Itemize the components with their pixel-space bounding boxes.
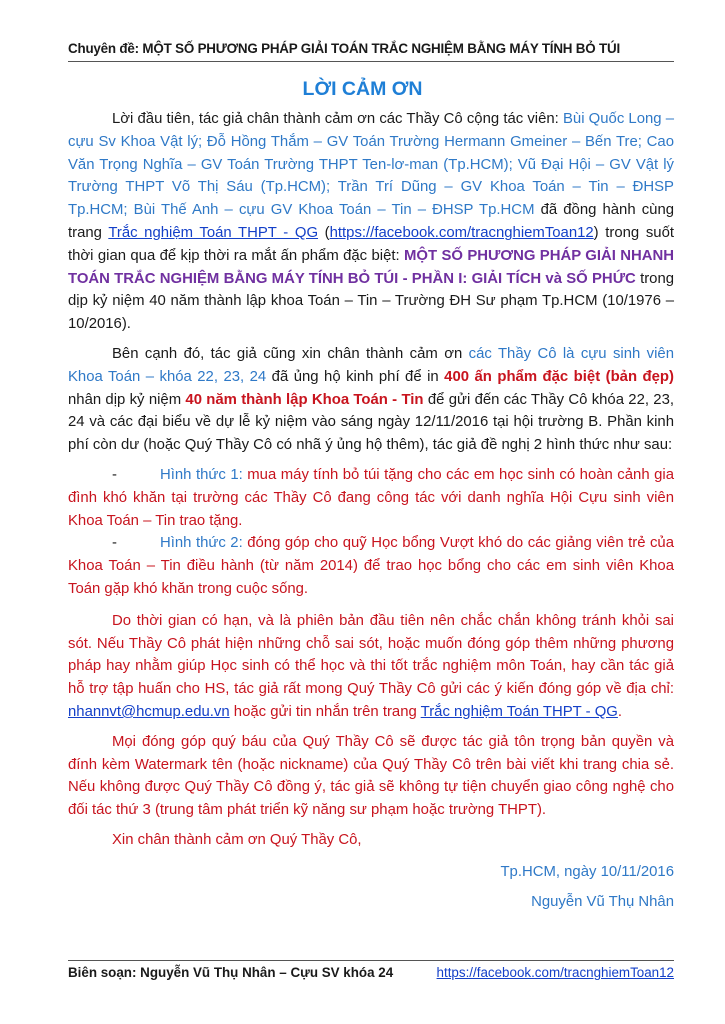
p1-publication-title: MỘT SỐ PHƯƠNG PHÁP GIẢI NHANH TOÁN TRẮC NGHIỆM BẰNG MÁY TÍNH BỎ TÚI - PHẦN I: GIẢI TÍCH và SỐ PHỨC <box>68 247 674 287</box>
document-body <box>68 108 674 920</box>
date-line: Tp.HCM, ngày 10/11/2016 <box>500 863 674 880</box>
p2-text3: để gửi đến các Thầy Cô khóa 22, 23, 24 và các đại biểu về dự lễ kỷ niệm vào sáng ngày 12/11/2016 tại hội trường B. Phần kinh phí còn dư (hoặc Quý Thầy Cô có nhã ý ủng hộ thêm), tác giả đề nghị 2 hình thức như sau: <box>68 391 675 454</box>
paragraph-sponsors <box>68 343 674 457</box>
bullet-dash: - <box>112 535 117 552</box>
p1-text: đã đồng hành cùng trang <box>68 202 675 241</box>
footer-divider <box>68 960 674 961</box>
p1-facebook-link[interactable]: https://facebook.com/tracnghiemToan12 <box>329 224 594 241</box>
paragraph-acknowledgement <box>68 108 674 336</box>
footer-author: Biên soạn: Nguyễn Vũ Thụ Nhân – Cựu SV khóa 24 <box>68 965 394 980</box>
p1-collaborators: Bùi Quốc Long – cựu Sv Khoa Vật lý; Đỗ Hồng Thắm – GV Toán Trường Hermann Gmeiner – Bến Tre; Cao Văn Trọng Nghĩa – GV Toán Trường THPT Ten-lơ-man (Tp.HCM); Vũ Đại Hội – GV Vật lý Trường THPT Võ Thị Sáu (Tp.HCM); Trần Trí Dũng – GV Khoa Toán – Tin – ĐHSP Tp.HCM; Bùi Thế Anh – cựu GV Khoa Toán – Tin – ĐHSP Tp.HCM <box>68 111 675 219</box>
p2-text2: nhân dịp kỷ niệm <box>68 391 186 408</box>
p2-intro: Bên cạnh đó, tác giả cũng xin chân thành cảm ơn <box>112 345 469 362</box>
p3-end: . <box>617 703 623 720</box>
paragraph-feedback <box>68 610 674 724</box>
p1-text3: trong dịp kỷ niệm 40 năm thành lập khoa Toán – Tin – Trường ĐH Sư phạm Tp.HCM (10/1976 – 10/2016). <box>68 270 675 333</box>
list-item-option-2 <box>68 532 674 600</box>
page-header: Chuyên đề: MỘT SỐ PHƯƠNG PHÁP GIẢI TOÁN TRẮC NGHIỆM BẰNG MÁY TÍNH BỎ TÚI <box>68 41 620 56</box>
header-divider <box>68 61 674 62</box>
paragraph-thanks: Xin chân thành cảm ơn Quý Thầy Cô, <box>112 831 362 848</box>
email-link[interactable]: nhannvt@hcmup.edu.vn <box>68 703 230 720</box>
option-1-label: Hình thức 1: <box>160 466 243 483</box>
footer-facebook-link[interactable]: https://facebook.com/tracnghiemToan12 <box>436 965 674 980</box>
p2-highlight-40-years: 40 năm thành lập Khoa Toán - Tin <box>185 391 424 408</box>
p1-intro: Lời đầu tiên, tác giả chân thành cảm ơn các Thầy Cô cộng tác viên: <box>112 111 563 127</box>
p3-text: Do thời gian có hạn, và là phiên bản đầu tiên nên chắc chắn không tránh khỏi sai sót. Nếu Thầy Cô phát hiện những chỗ sai sót, hoặc muốn đóng góp thêm những phương pháp hay nhằm giúp Học sinh có thể học và thi tốt trắc nghiệm môn Toán, hay cần tác giả hỗ trợ tập huấn cho HS, tác giả rất mong Quý Thầy Cô gửi các ý kiến đóng góp về địa chỉ: <box>68 612 674 698</box>
author-signature: Nguyễn Vũ Thụ Nhân <box>531 893 674 910</box>
p2-highlight-400: 400 ấn phẩm đặc biệt (bản đẹp) <box>444 368 674 385</box>
option-2-text: đóng góp cho quỹ Học bổng Vượt khó do các giảng viên trẻ của Khoa Toán – Tin điều hành (từ năm 2014) để trao học bổng cho các em sinh viên Khoa Toán gặp khó khăn trong cuộc sống. <box>68 535 674 597</box>
p3-page-link[interactable]: Trắc nghiệm Toán THPT - QG <box>420 703 618 720</box>
page-title: LỜI CẢM ƠN <box>302 78 423 100</box>
bullet-dash: - <box>112 466 117 483</box>
list-item-option-1 <box>68 464 674 532</box>
p1-page-link[interactable]: Trắc nghiệm Toán THPT - QG <box>108 224 319 241</box>
option-2-label: Hình thức 2: <box>160 535 243 552</box>
p1-paren-open: ( <box>318 224 330 241</box>
p2-text: đã ủng hộ kinh phí để in <box>266 368 445 385</box>
p1-text2: ) trong suốt thời gian qua để kịp thời ra mắt ấn phẩm đặc biệt: <box>68 224 674 264</box>
p3-text2: hoặc gửi tin nhắn trên trang <box>229 703 421 720</box>
paragraph-copyright: Mọi đóng góp quý báu của Quý Thầy Cô sẽ được tác giả tôn trọng bản quyền và đính kèm Watermark tên (hoặc nickname) của Quý Thầy Cô trên bài viết khi trang chia sẻ. Nếu không được Quý Thầy Cô đồng ý, tác giả sẽ không tự tiện chuyển giao công nghệ cho đối tác thứ 3 (trung tâm phát triển kỹ năng sư phạm hoặc trường THPT). <box>68 733 674 819</box>
option-1-text: mua máy tính bỏ túi tặng cho các em học sinh có hoàn cảnh gia đình khó khăn tại trường các Thầy Cô đang công tác với danh nghĩa Hội Cựu sinh viên Khoa Toán – Tin trao tặng. <box>68 466 674 529</box>
p2-alumni: các Thầy Cô là cựu sinh viên Khoa Toán – khóa 22, 23, 24 <box>68 345 674 385</box>
